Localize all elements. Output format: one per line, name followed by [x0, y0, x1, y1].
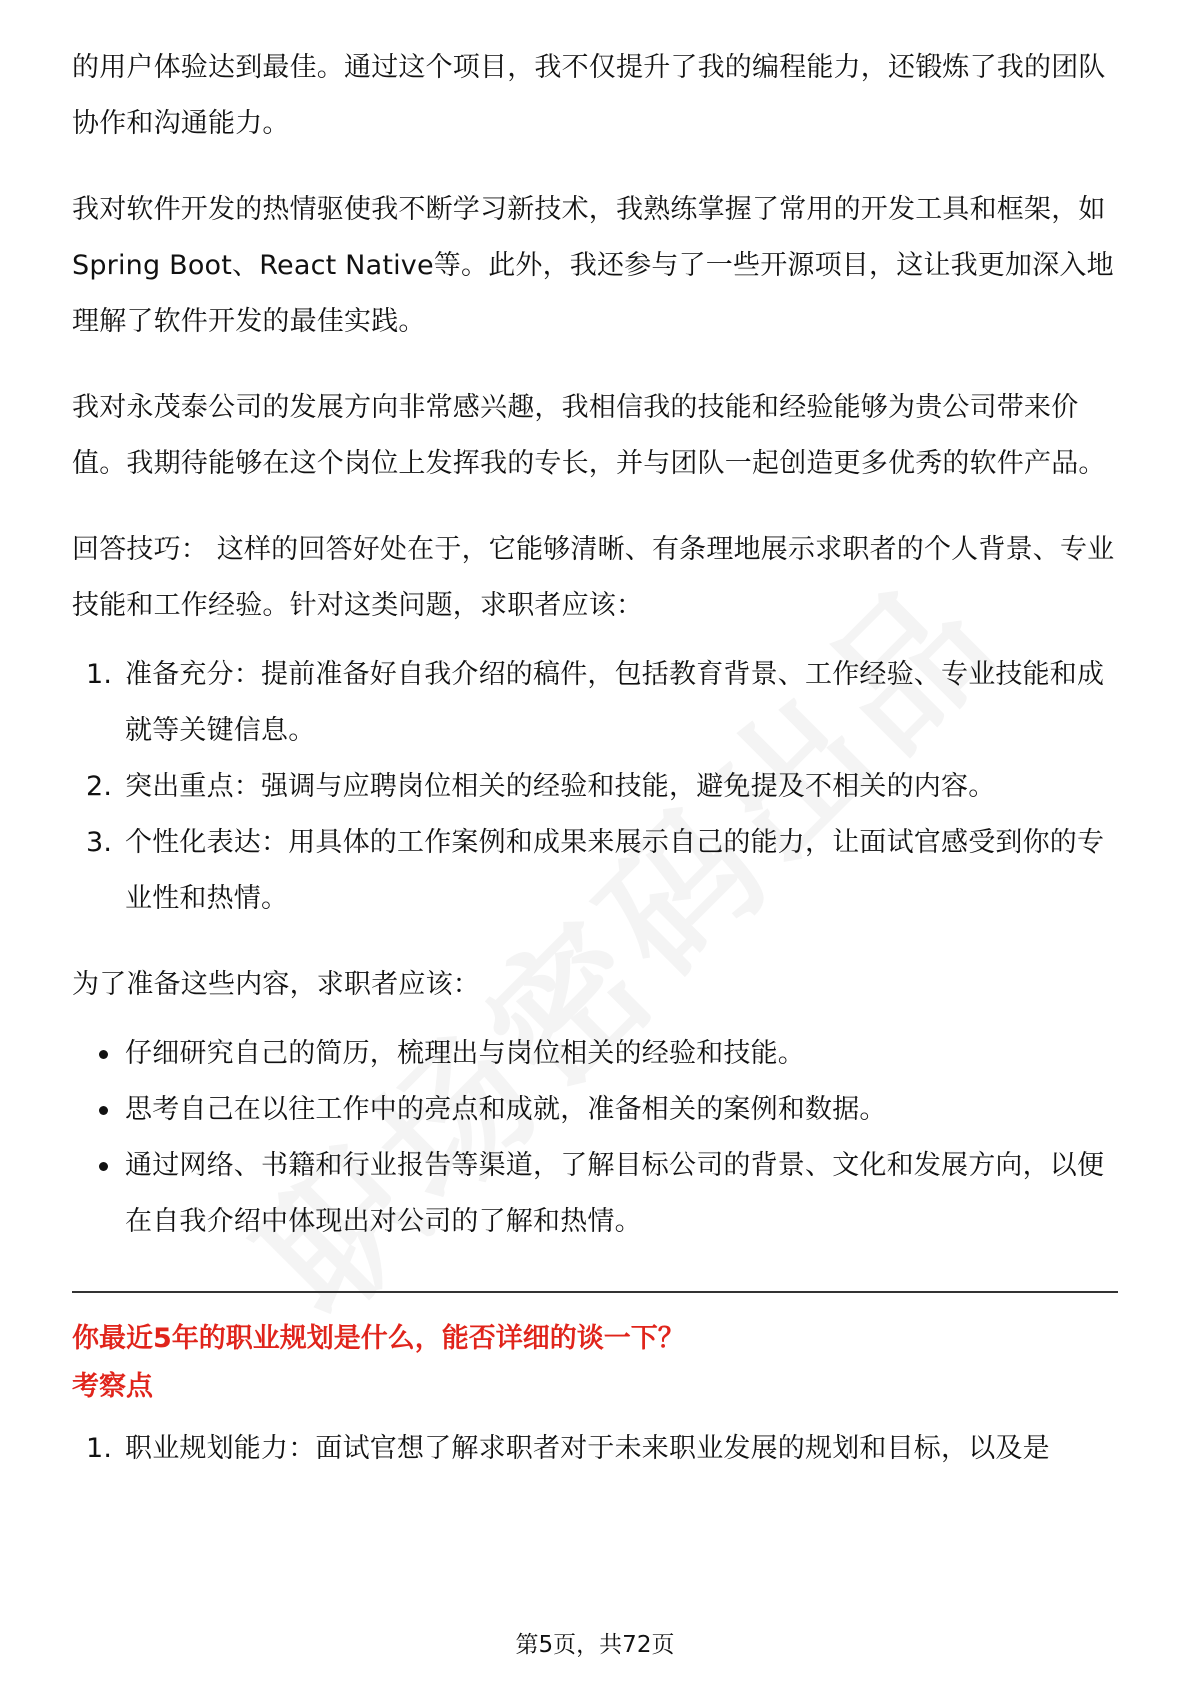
document-body: [72, 40, 1118, 1477]
list-item-text: 思考自己在以往工作中的亮点和成就，准备相关的案例和数据。: [125, 1094, 887, 1125]
list-item: [72, 1138, 1118, 1250]
list-number: 3.: [86, 827, 113, 858]
question-title: 你最近5年的职业规划是什么，能否详细的谈一下？: [72, 1323, 685, 1354]
paragraph-3: 我对永茂泰公司的发展方向非常感兴趣，我相信我的技能和经验能够为贵公司带来价值。我期待能够在这个岗位上发挥我的专长，并与团队一起创造更多优秀的软件产品。: [72, 392, 1106, 479]
list-number: 1.: [86, 1433, 113, 1464]
bullet-icon: [99, 1106, 108, 1115]
list-item-text: 职业规划能力：面试官想了解求职者对于未来职业发展的规划和目标，以及是: [125, 1433, 1050, 1464]
prep-intro: 为了准备这些内容，求职者应该：: [72, 969, 480, 1000]
answer-tips-paragraph: 回答技巧： 这样的回答好处在于，它能够清晰、有条理地展示求职者的个人背景、专业技能和工作经验。针对这类问题，求职者应该：: [72, 534, 1115, 621]
bullet-icon: [99, 1162, 108, 1171]
section-subheading: 考察点: [72, 1371, 153, 1402]
list-item: [72, 1421, 1118, 1477]
list-number: 1.: [86, 659, 113, 690]
section-divider: [72, 1291, 1118, 1293]
list-item: [72, 1026, 1118, 1082]
list-item: [72, 647, 1118, 759]
paragraph-1: 的用户体验达到最佳。通过这个项目，我不仅提升了我的编程能力，还锻炼了我的团队协作和沟通能力。: [72, 52, 1106, 139]
list-item: [72, 1082, 1118, 1138]
tips-list: [72, 647, 1118, 927]
list-item-text: 准备充分：提前准备好自我介绍的稿件，包括教育背景、工作经验、专业技能和成就等关键信息。: [125, 659, 1105, 746]
list-item-text: 个性化表达：用具体的工作案例和成果来展示自己的能力，让面试官感受到你的专业性和热情。: [125, 827, 1105, 914]
list-number: 2.: [86, 771, 113, 802]
page-footer: 第5页，共72页: [515, 1632, 675, 1658]
list-item-text: 突出重点：强调与应聘岗位相关的经验和技能，避免提及不相关的内容。: [125, 771, 996, 802]
list-item-text: 仔细研究自己的简历，梳理出与岗位相关的经验和技能。: [125, 1038, 805, 1069]
bullet-icon: [99, 1050, 108, 1059]
assessment-points-list: [72, 1421, 1118, 1477]
list-item-text: 通过网络、书籍和行业报告等渠道，了解目标公司的背景、文化和发展方向，以便在自我介绍中体现出对公司的了解和热情。: [125, 1150, 1105, 1237]
prep-list: [72, 1026, 1118, 1250]
paragraph-2: 我对软件开发的热情驱使我不断学习新技术，我熟练掌握了常用的开发工具和框架，如Spring Boot、React Native等。此外，我还参与了一些开源项目，这让我更加深入地理解了软件开发的最佳实践。: [72, 194, 1114, 337]
list-item: [72, 815, 1118, 927]
list-item: [72, 759, 1118, 815]
